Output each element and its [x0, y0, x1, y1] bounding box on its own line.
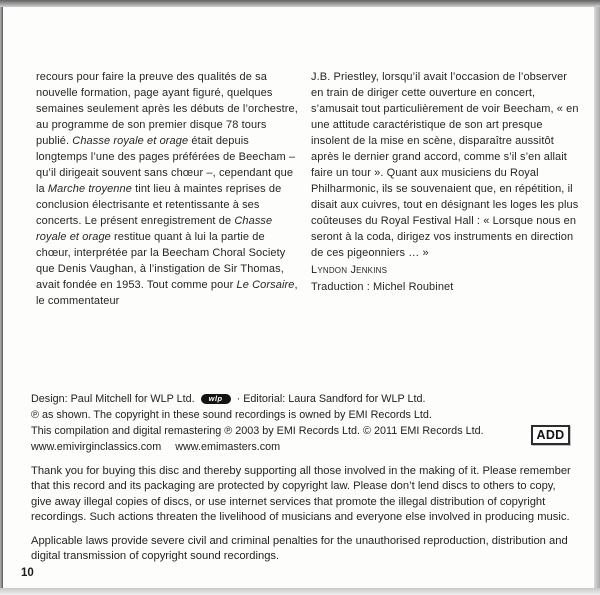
scan-edge-right: [594, 7, 600, 588]
editorial-credit: · Editorial: Laura Sandford for WLP Ltd.: [236, 393, 426, 405]
translation-credit: Traduction : Michel Roubinet: [311, 281, 454, 293]
url-emivirginclassics: www.emivirginclassics.com: [31, 441, 162, 453]
credits-urls: [31, 439, 541, 455]
french-notes-right-paragraph: J.B. Priestley, lorsqu’il avait l’occasion de l’observer en train de diriger cette ouverture en concert, s’amusait tout particulièrement de voir Beecham, « en une attitude caractéristique de son art presque insolent de la mise en scène, disparaître aussitôt après le dernier grand accord, comme s’il s’en allait faire un tour ». Quant aux musiciens du Royal Philharmonic, ils se souvenaient que, en répétition, il disait aux cuivres, tout en désignant les loges les plus coûteuses du Royal Festival Hall : « Lorsque nous en seront à la coda, dirigez vos instruments en direction de ces pigeonniers … »: [311, 71, 579, 259]
credits-design-line: [31, 391, 541, 407]
author-name: Lyndon Jenkins: [311, 264, 388, 276]
wlp-logo: wlp: [201, 394, 231, 404]
booklet-page: [3, 7, 594, 588]
page-number: 10: [21, 567, 34, 579]
credits-remastering-line: This compilation and digital remastering ℗ 2003 by EMI Records Ltd. © 2011 EMI Records Ltd.: [31, 425, 484, 437]
thank-you-notice-paragraph: Thank you for buying this disc and thereby supporting all those involved in the making of it. Please remember that this record and its packaging are protected by copyright law. Please don’t lend discs to others to copy, give away illegal copies of discs, or use internet services that promote the illegal distribution of copyright recordings. Such actions threaten the livelihood of musicians and everyone else involved in producing music.: [31, 465, 571, 523]
scan-edge-top: [0, 0, 600, 7]
article-columns: [36, 69, 581, 309]
add-badge: ADD: [531, 425, 570, 445]
design-credit: Design: Paul Mitchell for WLP Ltd.: [31, 393, 195, 405]
legal-penalties-paragraph: Applicable laws provide severe civil and criminal penalties for the unauthorised reproduction, distribution and digital transmission of copyright sound recordings.: [31, 535, 568, 563]
credits-phonogram-line: ℗ as shown. The copyright in these sound recordings is owned by EMI Records Ltd.: [31, 409, 432, 421]
text-column-right: [311, 69, 581, 309]
text-column-left: [36, 69, 298, 309]
url-emimasters: www.emimasters.com: [175, 441, 281, 453]
french-notes-left-paragraph: recours pour faire la preuve des qualités de sa nouvelle formation, page ayant figuré, quelques semaines seulement après les débuts de l’orchestre, au programme de son premier disque 78 tours publié. Chasse royale et orage était depuis longtemps l’une des pages préférées de Beecham – qu’il dirigeait souvent sans chœur –, cependant que la Marche troyenne tint lieu à maintes reprises de conclusion électrisante et retentissante à ses concerts. Le présent enregistrement de Chasse royale et orage restitue quant à lui la partie de chœur, interprétée par la Beecham Choral Society que Denis Vaughan, à l’instigation de Sir Thomas, avait fondée en 1953. Tout comme pour Le Corsaire, le commentateur: [36, 71, 298, 307]
copyright-notice-block: [31, 464, 579, 565]
credits-block: [31, 391, 541, 455]
scan-edge-bottom: [0, 588, 600, 595]
